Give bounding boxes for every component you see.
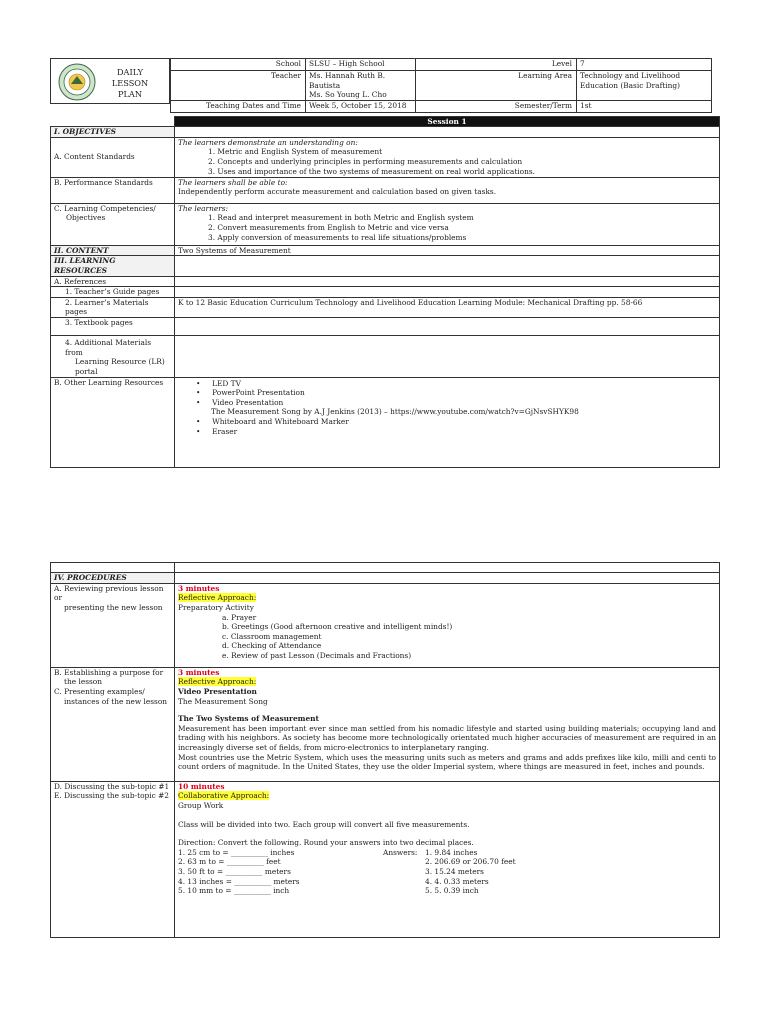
level-value: 7	[577, 59, 712, 71]
resource-item: • Whiteboard and Whiteboard Marker	[196, 417, 349, 426]
answer-item: 1. 9.84 inches	[425, 847, 478, 857]
other-resources-label: B. Other Learning Resources	[51, 377, 175, 467]
answer-item: 4. 4. 0.33 meters	[425, 876, 489, 886]
learners-materials-value: K to 12 Basic Education Curriculum Technology and Livelihood Education Learning Module: Mechanical Drafting pp. 58-66	[175, 297, 720, 317]
performance-standards-label: B. Performance Standards	[51, 177, 175, 203]
objectives-table	[50, 116, 720, 468]
procedure-bc-label: B. Establishing a purpose for the lesson C. Presenting examples/ instances of the new lesson	[51, 667, 175, 781]
lesson-plan-title: DAILY LESSON PLAN	[111, 67, 149, 100]
procedure-de-label: D. Discussing the sub-topic #1 E. Discussing the sub-topic #2	[51, 781, 175, 937]
resource-item: • Video Presentation	[196, 397, 284, 407]
content-standards-value: The learners demonstrate an understanding on: 1. Metric and English System of measurement 2. Concepts and underlying principles in performing measurements and calculation 3. Uses and importance of the two systems of measurement on real world applications.	[175, 137, 720, 177]
question-item: 2. 63 m to = __________ feet	[178, 857, 281, 867]
answers-block	[383, 848, 516, 896]
learners-materials-label: 2. Learner’s Materials pages	[51, 297, 175, 317]
question-item: 3. 50 ft to = __________ meters	[178, 867, 291, 876]
teacher-value: Ms. Hannah Ruth B. Bautista Ms. So Young L. Cho	[306, 71, 416, 101]
references-label: A. References	[51, 276, 175, 287]
content-heading: II. CONTENT	[51, 245, 175, 256]
learning-area-value: Technology and Livelihood Education (Basic Drafting)	[577, 71, 712, 101]
answers-label: Answers:	[383, 847, 418, 857]
answer-item: 5. 5. 0.39 inch	[425, 886, 479, 896]
objectives-heading: I. OBJECTIVES	[51, 127, 175, 138]
header-info-table	[170, 58, 712, 113]
level-label: Level	[416, 59, 577, 71]
textbook-label: 3. Textbook pages	[51, 318, 175, 336]
teacher-label: Teacher	[171, 71, 306, 101]
term-label: Semester/Term	[416, 100, 577, 112]
term-value: 1st	[577, 100, 712, 112]
performance-standards-value: The learners shall be able to: Independently perform accurate measurement and calculation based on given tasks.	[175, 177, 720, 203]
content-standards-label: A. Content Standards	[51, 137, 175, 177]
resource-item: • PowerPoint Presentation	[196, 388, 305, 398]
school-label: School	[171, 59, 306, 71]
procedures-table	[50, 562, 720, 938]
procedure-bc-content: 3 minutes Reflective Approach: Video Presentation The Measurement Song The Two Systems of Measurement Measurement has been important ever since man settled from his nomadic lifestyle and started using building materials; occupying land and trading with his neighbors. As society has become more technologically orientated much higher accuracies of measurement are required in an increasingly diverse set of fields, from micro-electronics to interplanetary ranging. Most countries use the Metric System, which uses the measuring units such as meters and grams and adds prefixes like kilo, milli and centi to count orders of magnitude. In the United States, they use the older Imperial system, where things are measured in feet, inches and pounds.	[175, 667, 720, 781]
school-value: SLSU – High School	[306, 59, 416, 71]
procedures-heading: IV. PROCEDURES	[51, 573, 175, 584]
question-item: 4. 13 inches = __________ meters	[178, 876, 300, 886]
learning-area-label: Learning Area	[416, 71, 577, 101]
other-resources-value	[175, 377, 720, 467]
video-link: The Measurement Song by A.J Jenkins (2013) – https://www.youtube.com/watch?v=GjNsvSHYK98	[211, 407, 579, 417]
resource-item: • LED TV	[196, 378, 241, 388]
answer-item: 2. 206.69 or 206.70 feet	[425, 857, 516, 867]
session-header: Session 1	[175, 117, 720, 127]
answer-item: 3. 15.24 meters	[425, 866, 484, 876]
competencies-label: C. Learning Competencies/ Objectives	[51, 203, 175, 245]
dates-value: Week 5, October 15, 2018	[306, 100, 416, 112]
procedure-de-content: 10 minutes Collaborative Approach: Group Work Class will be divided into two. Each group will convert all five measurements. Direction: Convert the following. Round your answers into two decimal places. 1. 25 cm to = __________ inches 2. 63 m to = __________ feet 3. 50 ft to = __________ meters 4. 13 inches = __________ meters 5. 10 mm to = __________ inch Answers: 1. 9.84 inches 2. 206.69 or 206.70 feet 3. 15.24 meters 4. 4. 0.33 meters 5. 5. 0.39 inch	[175, 781, 720, 937]
competencies-value: The learners: 1. Read and interpret measurement in both Metric and English system 2. Convert measurements from English to Metric and vice versa 3. Apply conversion of measurements to real life situations/problems	[175, 203, 720, 245]
question-item: 1. 25 cm to = __________ inches	[178, 847, 295, 857]
additional-materials-label: 4. Additional Materials from Learning Resource (LR) portal	[51, 336, 175, 378]
question-item: 5. 10 mm to = __________ inch	[178, 886, 290, 896]
teachers-guide-label: 1. Teacher’s Guide pages	[51, 287, 175, 298]
resource-item: • Eraser	[196, 426, 238, 436]
procedure-a-content: 3 minutes Reflective Approach: Preparatory Activity a. Prayer b. Greetings (Good afternoon creative and intelligent minds!) c. Classroom management d. Checking of Attendance e. Review of past Lesson (Decimals and Fractions)	[175, 583, 720, 667]
procedure-a-label: A. Reviewing previous lesson or presenting the new lesson	[51, 583, 175, 667]
content-value: Two Systems of Measurement	[175, 245, 720, 256]
resources-heading: III. LEARNING RESOURCES	[51, 256, 175, 276]
dates-label: Teaching Dates and Time	[171, 100, 306, 112]
